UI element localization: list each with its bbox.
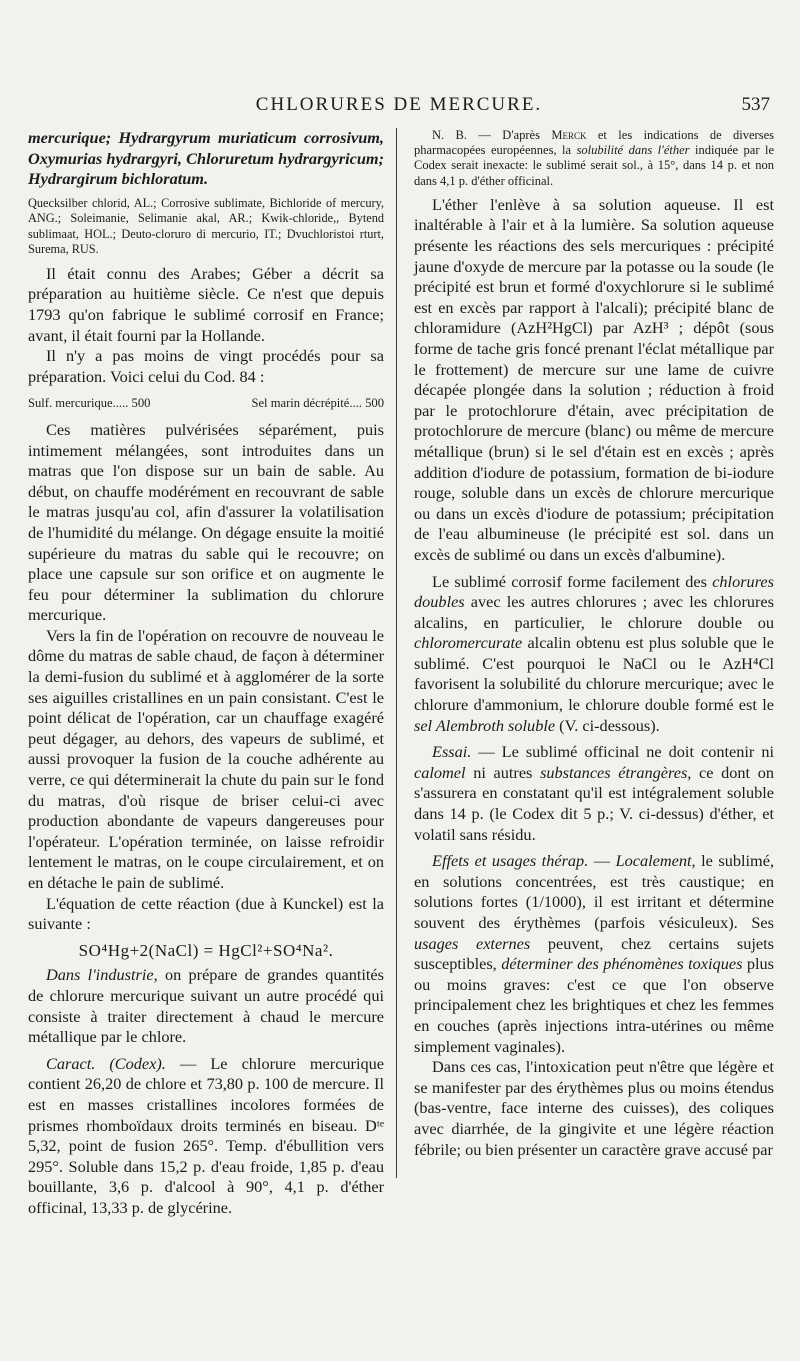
industry-text: on prépare de grandes quantités de chlorure mercurique suivant un autre procédé qui consiste à traiter directement à chaud le mercure métallique par le chlore. <box>28 965 384 1047</box>
essai-label: Essai. <box>432 742 472 762</box>
preparation-paragraph: Ces matières pulvérisées séparément, puis intimement mélangées, sont introduites dans un matras que l'on dispose sur un bain de sable. Au début, on chauffe modérément en recouvrant de sable le matras jusqu'au col, afin d'assurer la volatilisation de l'humidité du mélange. On dégage ensuite la moitié supérieure du matras du sable qui le recouvre; on place une capsule sur son orifice et on augmente le feu pour déterminer la sublimation du chlorure mercurique. <box>28 419 384 625</box>
characteristics-paragraph <box>28 1054 384 1219</box>
nb-merck: Merck <box>551 128 587 142</box>
recipe-ingredient-2: Sel marin décrépité.... 500 <box>251 396 384 411</box>
effects-italic-3: déterminer des phénomènes toxiques <box>501 954 743 974</box>
essai-paragraph <box>414 742 774 845</box>
intoxication-paragraph: Dans ces cas, l'intoxication peut n'être que légère et se manifester par des érythèmes plus ou moins étendus (bas-ventre, face interne des cuisses), des coliques avec diarrhée, de la gingivite et une légère réaction fébrile; ou bien présenter un caractère grave accusé par <box>414 1057 774 1159</box>
page-number: 537 <box>741 94 770 115</box>
reaction-equation: SO⁴Hg+2(NaCl) = HgCl²+SO⁴Na². <box>78 940 334 960</box>
effects-a: — <box>588 851 616 871</box>
recipe-line <box>28 393 384 414</box>
right-column <box>414 128 774 1160</box>
effects-italic-2: usages externes <box>414 933 531 953</box>
industry-paragraph <box>28 965 384 1047</box>
running-title: CHLORURES DE MERCURE. <box>255 94 543 115</box>
doubles-italic-2: chloromercurate <box>414 633 523 653</box>
doubles-a: Le sublimé corrosif forme facilement des <box>432 571 713 591</box>
characteristics-label: Caract. (Codex). <box>46 1053 166 1073</box>
effects-b: le sublimé, en solutions concentrées, est très caustique; en solutions fortes (1/1000), il est irritant et détermine souvent des érythèmes (parfois vésiculeux). Ses <box>414 851 775 932</box>
effects-c: peuvent, chez certains sujets susceptibles, <box>414 933 775 974</box>
left-column <box>28 128 384 1219</box>
essai-a: — Le sublimé officinal ne doit contenir ni <box>471 742 774 762</box>
history-paragraph: Il était connu des Arabes; Géber a décrit sa préparation au huitième siècle. Ce n'est que depuis 1793 qu'on fabrique le sublimé corrosif en France; avant, il était fourni par la Hollande. <box>28 263 384 345</box>
procedes-paragraph: Il n'y a pas moins de vingt procédés pour sa préparation. Voici celui du Cod. 84 : <box>28 346 384 386</box>
nota-bene <box>414 128 774 189</box>
industry-label: Dans l'industrie, <box>46 965 158 985</box>
nb-italic: solubilité dans l'éther <box>576 143 690 158</box>
characteristics-text: — Le chlorure mercurique contient 26,20 de chlore et 73,80 p. 100 de mercure. Il est en masses cristallines incolores formées de prismes rhomboïdaux droits terminés en biseau. Dᵗᵉ 5,32, point de fusion 265°. Temp. d'ébullition vers 295°. Soluble dans 15,2 p. d'eau froide, 1,85 p. d'eau bouillante, 3,6 p. d'alcool à 90°, 4,1 p. d'éther officinal, 13,33 p. de glycérine. <box>28 1053 385 1217</box>
page-header <box>28 92 770 122</box>
nb-end: indiquée par le Codex serait inexacte: le sublimé serait sol., à 15°, dans 14 p. et non dans 4,1 p. d'éther officinal. <box>414 143 774 188</box>
essai-c: ce dont on s'assurera en constatant qu'il est intégralement soluble dans 14 p. (le Codex dit 5 p.; V. ci-dessus) d'éther, et volatil sans résidu. <box>414 762 775 844</box>
nb-middle: et les indications de diverses pharmacopées européennes, la <box>414 128 774 158</box>
double-chlorides-paragraph <box>414 572 774 737</box>
doubles-italic-1: chlorures doubles <box>414 571 774 612</box>
doubles-d: (V. ci-dessous). <box>555 715 660 735</box>
column-divider <box>396 128 397 1178</box>
end-of-operation-paragraph: Vers la fin de l'opération on recouvre de nouveau le dôme du matras de sable chaud, de façon à déterminer la demi-fusion du sublimé et à agglomérer de la sorte ses aiguilles cristallines en un pain consistant. C'est le point délicat de l'opération, car un chauffage exagéré peut dégager, au dehors, des vapeurs de sublimé, et aussi provoquer la fusion de la couche adhérente au verre, ce qui déterminerait la chute du pain sur le fond du matras, d'où risque de briser celui-ci avec production abondante de vapeurs dangereuses pour l'opérateur. L'opération terminée, on laisse refroidir lentement le matras, on le coupe circulairement, et on en détache le pain de sublimé. <box>28 625 384 892</box>
effects-paragraph <box>414 851 774 1057</box>
ether-paragraph: L'éther l'enlève à sa solution aqueuse. Il est inaltérable à l'air et à la lumière. Sa solution aqueuse présente les réactions des sels mercuriques : précipité jaune d'oxyde de mercure par la potasse ou la soude (le précipité est brun et formé d'oxychlorure si le sublimé est en excès par rapport à l'alcali); précipité blanc de chloramidure (AzH²HgCl) par AzH³ ; dépôt (sous forme de tache gris foncé prenant l'éclat métallique par le frottement) de mercure sur une lame de cuivre décapée plongée dans la solution ; réduction à froid par le protochlorure d'étain, avec précipitation de protochlorure de mercure (blanc) ou même de mercure métallique (brun) si le sel d'étain est en excès ; après addition d'iodure de potassium, formation de bi-iodure rouge, soluble dans un excès de chlorure mercurique ou dans un excès d'iodure de potassium; précipitation de l'eau albumineuse (le précipité est sol. dans un excès de sublimé ou dans un excès d'albumine). <box>414 194 774 564</box>
essai-italic-1: calomel <box>414 762 466 782</box>
effects-d: plus ou moins graves: c'est ce que l'on observe principalement chez les brightiques et chez les femmes en couches (après injections intra-utérines ou même simplement vaginales). <box>414 954 774 1056</box>
doubles-italic-3: sel Alembroth soluble <box>414 715 556 735</box>
foreign-synonyms: Quecksilber chlorid, AL.; Corrosive sublimate, Bichloride of mercury, ANG.; Soleimanie, Selimanie akal, AR.; Kwik-chloride,, Bytend sublimaat, HOL.; Deuto-cloruro di mercurio, IT.; Dvuchloristoi rturt, Surema, RUS. <box>28 195 384 257</box>
equation-intro: L'équation de cette réaction (due à Kunckel) est la suivante : <box>28 893 384 934</box>
essai-b: ni autres <box>465 762 541 782</box>
doubles-b: avec les autres chlorures ; avec les chlorures alcalins, en particulier, le chlorure double ou <box>414 592 774 632</box>
nb-prefix: N. B. — D'après <box>432 128 552 142</box>
effects-label: Effets et usages thérap. <box>432 851 589 871</box>
latin-synonyms: mercurique; Hydrargyrum muriaticum corrosivum, Oxymurias hydrargyri, Chloruretum hydrargyricum; Hydrargirum bichloratum. <box>28 128 384 189</box>
recipe-ingredient-1: Sulf. mercurique..... 500 <box>28 396 151 411</box>
doubles-c: alcalin obtenu est plus soluble que le sublimé. C'est pourquoi le NaCl ou le AzH⁴Cl favorisent la solubilité du chlorure mercurique; avec le chlorure d'ammonium, le chlorure double formé est le <box>414 633 774 715</box>
effects-italic-1: Localement, <box>615 851 696 871</box>
essai-italic-2: substances étrangères, <box>540 762 692 782</box>
